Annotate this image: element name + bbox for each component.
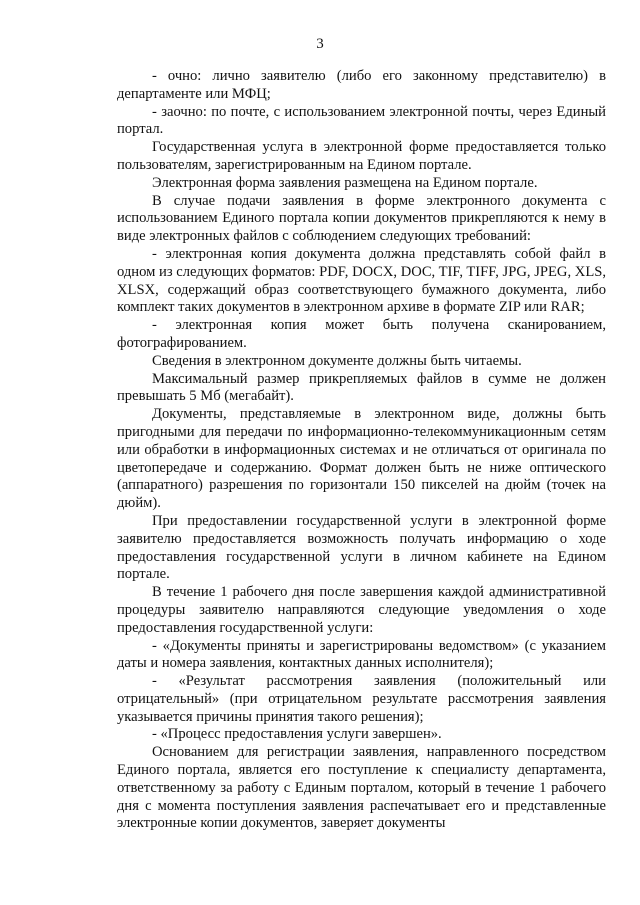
paragraph-electronic-users: Государственная услуга в электронной форме предоставляется только пользователям, зарегистрированным на Едином портале. bbox=[117, 139, 606, 173]
paragraph-scan-photo: - электронная копия может быть получена сканированием, фотографированием. bbox=[117, 317, 606, 351]
paragraph-remote: - заочно: по почте, с использованием электронной почты, через Единый портал. bbox=[117, 103, 606, 138]
paragraph-max-size: Максимальный размер прикрепляемых файлов в сумме не должен превышать 5 Мб (мегабайт). bbox=[117, 370, 606, 405]
paragraph-document-quality: Документы, представляемые в электронном виде, должны быть пригодными для передачи по информационно-телекоммуникационным сетям или обработки в информационных системах и не отличаться от оригинала по цветопередаче и содержанию. Формат должен быть не ниже оптического (аппаратного) разрешения по горизонтали 150 пикселей на дюйм (точек на дюйм). bbox=[117, 406, 606, 512]
paragraph-readable: Сведения в электронном документе должны быть читаемы. bbox=[152, 352, 522, 369]
document-body bbox=[117, 68, 606, 833]
paragraph-in-person: - очно: лично заявителю (либо его законному представителю) в департаменте или МФЦ; bbox=[117, 68, 606, 102]
paragraph-registration-basis: Основанием для регистрации заявления, направленного посредством Единого портала, является его поступление к специалисту департамента, ответственному за работу с Единым порталом, который в течение 1 рабочего дня с момента поступления заявления распечатывает его и представленные электронные копии документов, заверяет документы bbox=[117, 744, 606, 832]
paragraph-notification-completed: - «Процесс предоставления услуги завершен». bbox=[152, 726, 442, 743]
paragraph-status-info: При предоставлении государственной услуги в электронной форме заявителю предоставляется возможность получать информацию о ходе предоставления государственной услуги в личном кабинете на Едином портале. bbox=[117, 512, 606, 583]
paragraph-notification-accepted: - «Документы приняты и зарегистрированы ведомством» (с указанием даты и номера заявления, контактных данных исполнителя); bbox=[117, 637, 606, 672]
paragraph-file-formats: - электронная копия документа должна представлять собой файл в одном из следующих форматов: PDF, DOCX, DOC, TIF, TIFF, JPG, JPEG, XLS, XLSX, содержащий образ соответствующего бумажного документа, либо комплект таких документов в электронном архиве в формате ZIP или RAR; bbox=[117, 245, 606, 316]
paragraph-electronic-form: Электронная форма заявления размещена на Едином портале. bbox=[152, 174, 538, 191]
paragraph-notifications: В течение 1 рабочего дня после завершения каждой административной процедуры заявителю направляются следующие уведомления о ходе предоставления государственной услуги: bbox=[117, 584, 606, 636]
paragraph-notification-result: - «Результат рассмотрения заявления (положительный или отрицательный» (при отрицательном результате рассмотрения заявления указывается причины принятия такого решения); bbox=[117, 673, 606, 725]
page-number: 3 bbox=[316, 36, 324, 52]
paragraph-attachment-requirements: В случае подачи заявления в форме электронного документа с использованием Единого портала копии документов прикрепляются к нему в виде электронных файлов с соблюдением следующих требований: bbox=[117, 192, 606, 245]
